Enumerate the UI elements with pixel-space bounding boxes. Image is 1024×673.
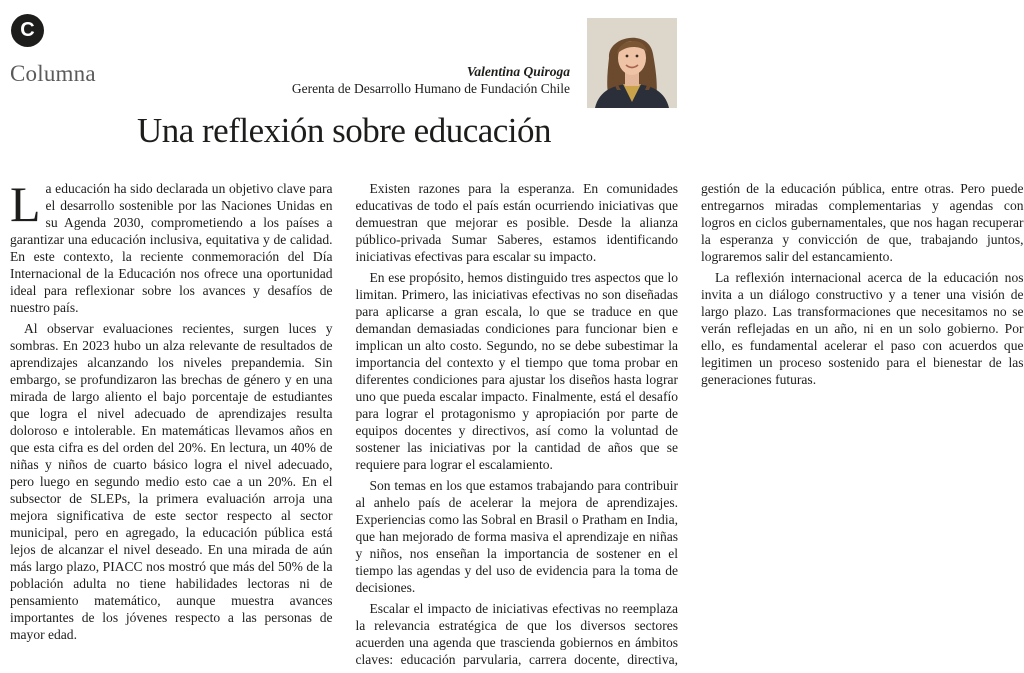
paragraph-6: Escalar el impacto de iniciativas efectivas no reemplaza la relevancia estratégica de que los diversos sectores acuerden una agenda que trascienda gobiernos en ámbitos claves: educación parvularia, carrera docente, directiva, gestión de la educación pública, entre otras. Pero puede entregarnos miradas complementarias y agendas con logros en ciclos gubernamentales, que nos hagan recuperar la esperanza y convicción de que, trabajando juntos, lograremos salir del estancamiento. [355, 181, 1024, 667]
article-body [10, 176, 1024, 670]
article-headline: Una reflexión sobre educación [136, 111, 552, 150]
byline [292, 63, 570, 97]
paragraph-2: Al observar evaluaciones recientes, surgen luces y sombras. En 2023 hubo un alza relevante de resultados de aprendizajes alcanzando los niveles prepandemia. Sin embargo, se profundizaron las brechas de género y en una mirada de largo aliento el bajo porcentaje de estudiantes que logra el nivel adecuado de aprendizajes resulta doloroso e intolerable. En matemáticas llevamos años en que esta cifra es del orden del 20%. En lectura, un 40% de niñas y niños de cuarto básico logra el nivel adecuado, pero luego en segundo medio esto cae a un 20%. En el subsector de SLEPs, la primera evaluación arroja una mejora significativa de este sector respecto al sector municipal, pero en agregado, la educación pública está lejos de alcanzar el nivel deseado. En una mirada de aún más largo plazo, PIACC nos mostró que más del 50% de la población adulta no tiene habilidades lectoras ni de pensamiento matemático, aunque muestra avances importantes de los jóvenes respecto a las personas de mayor edad. [10, 321, 333, 642]
paragraph-3: Existen razones para la esperanza. En comunidades educativas de todo el país están ocurriendo iniciativas que demuestran que mejorar es posible. Desde la alianza público-privada Sumar Saberes, estamos identificando iniciativas efectivas para escalar su impacto. [355, 181, 678, 264]
author-portrait-image [587, 18, 677, 108]
author-avatar [587, 18, 677, 108]
paragraph-7: La reflexión internacional acerca de la educación nos invita a un diálogo constructivo y a tener una visión de largo plazo. Las transformaciones que necesitamos no se verán reflejadas en un año, ni en un solo gobierno. Por ello, es fundamental acelerar el paso con acuerdos que legitimen un proceso sostenido para el bienestar de las generaciones futuras. [701, 270, 1024, 387]
paragraph-1 [10, 176, 333, 316]
paragraph-1-text: a educación ha sido declarada un objetivo clave para el desarrollo sostenible por las Naciones Unidas en su Agenda 2030, comprometiendo a los países a garantizar una educación inclusiva, equitativa y de calidad. En este contexto, la reciente conmemoración del Día Internacional de la Educación nos ofrece una oportunidad ideal para reflexionar sobre los avances y desafíos de nuestro país. [10, 181, 333, 315]
drop-cap: L [10, 176, 41, 232]
paragraph-5: Son temas en los que estamos trabajando para contribuir al anhelo país de acelerar la mejora de aprendizajes. Experiencias como las Sobral en Brasil o Pratham en India, que han mejorado de forma masiva el aprendizaje en niñas y niños, nos enseñan la importancia de sostener en el tiempo las agendas y del uso de evidencia para la toma de decisiones. [355, 478, 678, 595]
column-badge: C [11, 14, 44, 47]
author-name: Valentina Quiroga [466, 64, 570, 79]
paragraph-4: En ese propósito, hemos distinguido tres aspectos que lo limitan. Primero, las iniciativas efectivas no son diseñadas para aplicarse a gran escala, lo que se traduce en que demandan demasiadas condiciones para funcionar bien e implican un alto costo. Segundo, no se debe subestimar la importancia del contexto y el tiempo que toma probar en diferentes condiciones para ajustar los diseños hasta lograr uno que pueda escalar impacto. Finalmente, está el desafío para lograr el protagonismo y apropiación por parte de equipos docentes y directivos, así como la voluntad de sostener las iniciativas por la cantidad de años que se requiere para lograr el escalamiento. [355, 270, 678, 472]
section-label: Columna [10, 61, 96, 86]
author-role: Gerenta de Desarrollo Humano de Fundación Chile [291, 81, 570, 96]
